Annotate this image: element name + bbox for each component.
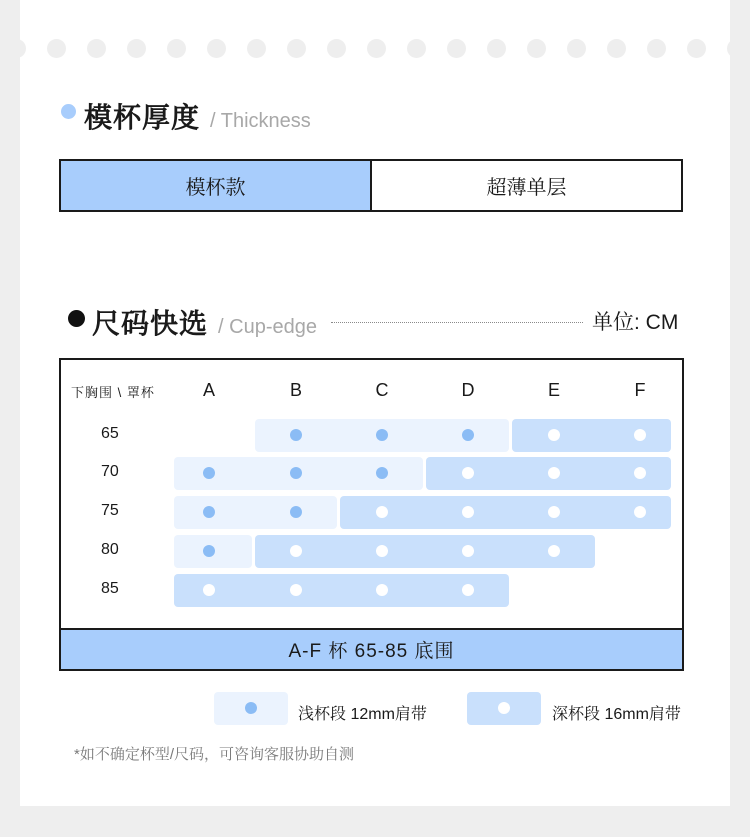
size-dot-80-d[interactable] (462, 545, 474, 557)
size-dot-75-f[interactable] (634, 506, 646, 518)
perforation-dot (287, 39, 306, 58)
cup-header-a: A (202, 380, 216, 400)
size-chart (59, 358, 684, 671)
legend-shallow-dot (245, 702, 257, 714)
deep-cup-segment (255, 535, 595, 568)
sizing-note: *如不确定杯型/尺码，可咨询客服协助自测 (74, 746, 355, 763)
size-range-footer: A-F 杯 65-85 底围 (61, 628, 682, 669)
perforation-dots (0, 0, 750, 96)
perforation-dot (327, 39, 346, 58)
perforation-dot (127, 39, 146, 58)
cup-header-e: E (547, 380, 561, 400)
size-dot-75-b[interactable] (290, 506, 302, 518)
perforation-dot (687, 39, 706, 58)
size-dot-85-b[interactable] (290, 584, 302, 596)
size-dot-75-e[interactable] (548, 506, 560, 518)
bullet-black-icon (68, 310, 85, 327)
shallow-cup-segment (174, 496, 337, 529)
size-dot-70-f[interactable] (634, 467, 646, 479)
perforation-dot (247, 39, 266, 58)
perforation-dot (487, 39, 506, 58)
dotted-leader (331, 322, 583, 323)
option-ultra-thin[interactable]: 超薄单层 (486, 177, 567, 199)
perforation-dot (207, 39, 226, 58)
deep-cup-segment (340, 496, 671, 529)
legend-deep-dot (498, 702, 510, 714)
option-molded-cup[interactable]: 模杯款 (61, 161, 372, 210)
perforation-dot (607, 39, 626, 58)
bullet-blue-icon (61, 104, 76, 119)
size-dot-70-d[interactable] (462, 467, 474, 479)
legend-deep-label: 深杯段 16mm肩带 (552, 706, 681, 723)
size-dot-65-d[interactable] (462, 429, 474, 441)
size-dot-80-e[interactable] (548, 545, 560, 557)
band-header-70: 70 (101, 463, 119, 480)
perforation-dot (527, 39, 546, 58)
legend-shallow-swatch (214, 692, 288, 725)
deep-cup-segment (512, 419, 671, 452)
legend-deep-swatch (467, 692, 541, 725)
thickness-subtitle: / Thickness (210, 110, 311, 132)
cup-header-d: D (461, 380, 475, 400)
size-dot-65-b[interactable] (290, 429, 302, 441)
size-dot-75-a[interactable] (203, 506, 215, 518)
perforation-dot (567, 39, 586, 58)
perforation-dot (727, 39, 746, 58)
band-header-85: 85 (101, 580, 119, 597)
size-dot-85-d[interactable] (462, 584, 474, 596)
perforation-dot (647, 39, 666, 58)
size-dot-70-b[interactable] (290, 467, 302, 479)
perforation-dot (447, 39, 466, 58)
corner-label: 下胸围 \ 罩杯 (71, 385, 155, 400)
unit-label: 单位: CM (592, 311, 679, 334)
thickness-heading (84, 96, 311, 136)
perforation-dot (407, 39, 426, 58)
size-dot-80-b[interactable] (290, 545, 302, 557)
size-dot-65-e[interactable] (548, 429, 560, 441)
size-dot-65-f[interactable] (634, 429, 646, 441)
size-title: 尺码快选 (92, 308, 209, 339)
perforation-dot (167, 39, 186, 58)
cup-header-b: B (289, 380, 303, 400)
size-dot-85-c[interactable] (376, 584, 388, 596)
size-dot-75-d[interactable] (462, 506, 474, 518)
perforation-dot (47, 39, 66, 58)
perforation-dot (87, 39, 106, 58)
band-header-75: 75 (101, 502, 119, 519)
legend-shallow-label: 浅杯段 12mm肩带 (298, 706, 427, 723)
size-dot-80-c[interactable] (376, 545, 388, 557)
size-dot-85-a[interactable] (203, 584, 215, 596)
size-dot-75-c[interactable] (376, 506, 388, 518)
size-dot-70-a[interactable] (203, 467, 215, 479)
size-dot-80-a[interactable] (203, 545, 215, 557)
size-dot-70-c[interactable] (376, 467, 388, 479)
deep-cup-segment (174, 574, 509, 607)
thickness-selector (59, 159, 683, 212)
size-subtitle: / Cup-edge (218, 316, 317, 338)
cup-header-f: F (634, 380, 646, 400)
band-header-80: 80 (101, 541, 119, 558)
perforation-dot (367, 39, 386, 58)
size-dot-70-e[interactable] (548, 467, 560, 479)
thickness-title: 模杯厚度 (84, 102, 201, 133)
band-header-65: 65 (101, 425, 119, 442)
size-heading (92, 302, 317, 342)
perforation-dot (7, 39, 26, 58)
cup-header-c: C (375, 380, 389, 400)
size-dot-65-c[interactable] (376, 429, 388, 441)
